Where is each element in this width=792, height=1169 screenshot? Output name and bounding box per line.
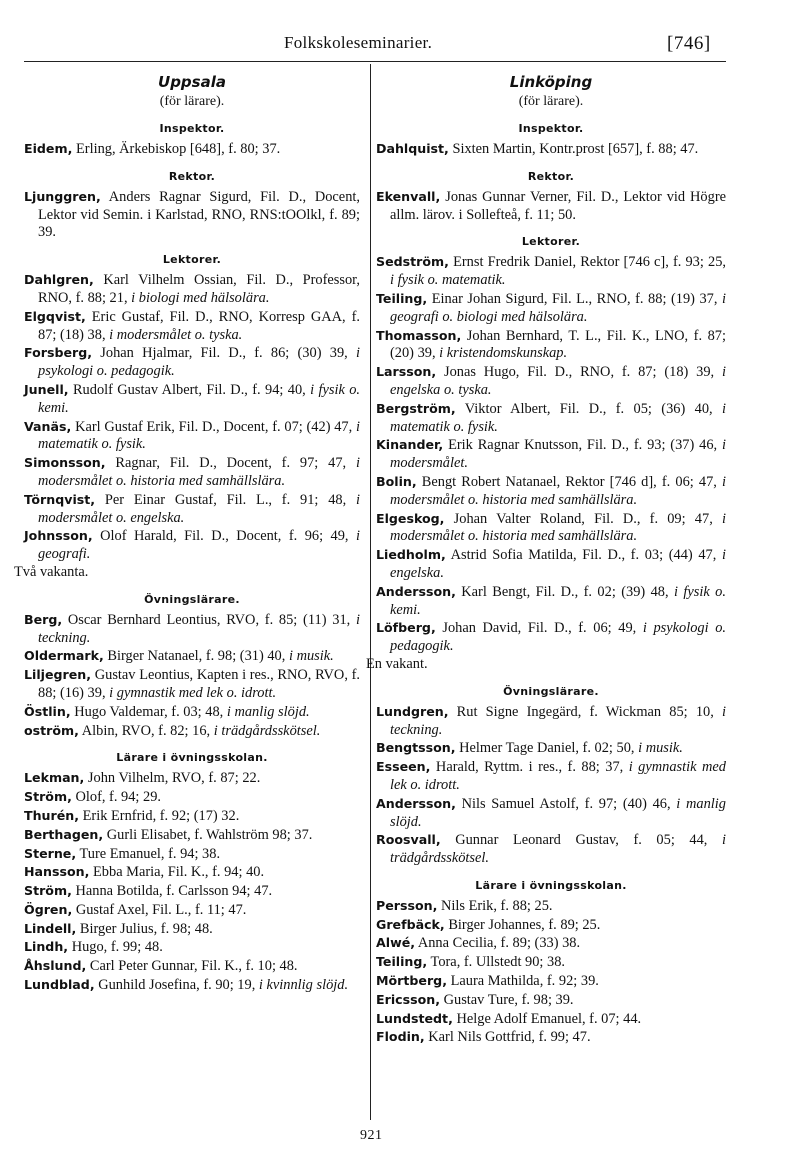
staff-name: Lundstedt, [376, 1010, 453, 1026]
page-number: 921 [360, 1128, 383, 1143]
staff-details: Erik Ernfrid, f. 92; (17) 32. [82, 807, 240, 824]
section-heading: Rektor. [527, 169, 575, 183]
staff-name: Lindell, [24, 920, 77, 936]
staff-entry [24, 882, 360, 901]
staff-entry [24, 901, 360, 920]
staff-details: Helge Adolf Emanuel, f. 07; 44. [456, 1010, 642, 1027]
section-heading: Lärare i övningsskolan. [475, 878, 627, 892]
staff-entry [24, 308, 360, 345]
staff-name: Sedström, [376, 254, 449, 270]
staff-entry [24, 271, 360, 308]
staff-details: Hugo, f. 99; 48. [71, 939, 163, 956]
city-subtitle: (för lärare). [518, 94, 584, 109]
staff-details: Johan David, Fil. D., f. 06; 49, [442, 620, 637, 637]
staff-name: Liedholm, [376, 547, 446, 563]
staff-name: oström, [24, 722, 79, 738]
section-heading: Övningslärare. [144, 592, 240, 606]
staff-entry [24, 344, 360, 381]
city-subtitle: (för lärare). [159, 94, 225, 109]
staff-name: Alwé, [376, 935, 416, 951]
staff-name: Ögren, [24, 901, 73, 917]
staff-name: Larsson, [376, 364, 437, 380]
staff-entry [376, 327, 726, 364]
staff-entry [24, 611, 360, 648]
staff-entry [24, 920, 360, 939]
staff-name: Mörtberg, [376, 973, 447, 989]
staff-entry [376, 140, 726, 159]
staff-entry [376, 583, 726, 620]
staff-details: Astrid Sofia Matilda, Fil. D., f. 03; (44) 47, [450, 547, 717, 564]
staff-details: Erling, Ärkebiskop [648], f. 80; 37. [76, 141, 281, 157]
staff-name: Ljunggren, [24, 188, 101, 204]
staff-entry [376, 253, 726, 290]
staff-name: Åhslund, [24, 958, 87, 974]
staff-entry [24, 703, 360, 722]
staff-name: Andersson, [376, 795, 456, 811]
staff-details: Johan Hjalmar, Fil. D., f. 86; (30) 39, [100, 345, 348, 362]
staff-entry [376, 795, 726, 832]
staff-entry [376, 831, 726, 868]
staff-entry [376, 972, 726, 991]
staff-details: Laura Mathilda, f. 92; 39. [450, 973, 599, 990]
staff-details: Ragnar, Fil. D., Docent, f. 97; 47, [115, 455, 347, 472]
staff-name: Bergström, [376, 400, 456, 416]
staff-details: Einar Johan Sigurd, Fil. L., RNO, f. 88; (19) 37, [431, 290, 718, 307]
staff-name: Thomasson, [376, 327, 462, 343]
staff-name: Esseen, [376, 759, 431, 775]
staff-name: Dahlquist, [376, 141, 449, 156]
staff-details: Gunhild Josefina, f. 90; 19, [98, 977, 256, 994]
staff-name: Eidem, [24, 141, 73, 156]
staff-name: Junell, [24, 381, 69, 397]
staff-entry [376, 1028, 726, 1047]
staff-details: Birger Natanael, f. 98; (31) 40, [107, 648, 286, 665]
staff-details: Albin, RVO, f. 82; 16, [81, 722, 211, 739]
staff-name: Ström, [24, 789, 72, 805]
section-heading: Lärare i övningsskolan. [116, 751, 268, 765]
teaching-subject: i manlig slöjd. [226, 703, 310, 720]
teaching-subject: i modersmålet. [390, 437, 726, 472]
staff-entry [376, 473, 726, 510]
staff-name: Vanäs, [24, 418, 72, 434]
staff-details: Bengt Robert Natanael, Rektor [746 d], f. 06; 47, [421, 473, 717, 490]
staff-details: Nils Erik, f. 88; 25. [441, 897, 553, 914]
teaching-subject: i trädgårdsskötsel. [213, 722, 321, 739]
staff-entry [24, 845, 360, 864]
section-heading: Övningslärare. [503, 684, 599, 698]
staff-details: Johan Bernhard, T. L., Fil. K., LNO, f. 87; (20) 39, [390, 327, 726, 362]
staff-entry [24, 957, 360, 976]
section-heading: Rektor. [168, 169, 216, 183]
staff-entry [24, 454, 360, 491]
staff-entry [24, 491, 360, 528]
page-reference: [746] [667, 33, 711, 54]
vacancy-note: En vakant. [366, 655, 428, 672]
staff-name: Teiling, [376, 954, 428, 970]
staff-details: Hanna Botilda, f. Carlsson 94; 47. [75, 883, 273, 900]
staff-details: Johan Valter Roland, Fil. D., f. 09; 47, [453, 510, 713, 527]
staff-details: Birger Johannes, f. 89; 25. [448, 916, 601, 933]
staff-entry [376, 188, 726, 225]
staff-name: Lundblad, [24, 977, 95, 993]
staff-name: Elgeskog, [376, 510, 445, 526]
teaching-subject: i gymnastik med lek o. idrott. [109, 684, 277, 701]
teaching-subject: i psykologi o. pedagogik. [390, 620, 726, 655]
staff-entry [376, 546, 726, 583]
staff-name: Grefbäck, [376, 916, 445, 932]
staff-details: Birger Julius, f. 98; 48. [79, 920, 213, 937]
staff-details: Gustav Ture, f. 98; 39. [443, 991, 574, 1008]
staff-details: Ernst Fredrik Daniel, Rektor [746 c], f. 93; 25, [453, 254, 726, 271]
staff-entry [24, 418, 360, 455]
staff-details: Tora, f. Ullstedt 90; 38. [430, 954, 566, 971]
section-heading: Inspektor. [159, 122, 225, 135]
staff-entry [24, 788, 360, 807]
staff-entry [376, 934, 726, 953]
staff-entry [376, 953, 726, 972]
staff-name: Bengtsson, [376, 740, 456, 756]
staff-name: Berthagen, [24, 826, 104, 842]
teaching-subject: i musik. [638, 740, 683, 757]
teaching-subject: i teckning. [38, 611, 360, 646]
staff-name: Andersson, [376, 583, 456, 599]
staff-entry [24, 188, 360, 242]
vacancy-note: Två vakanta. [14, 563, 89, 580]
staff-details: Anders Ragnar Sigurd, Fil. D., Docent, Lektor vid Semin. i Karlstad, RNO, RNS:tOOlkl, f. 89; 39. [38, 188, 360, 241]
staff-name: Persson, [376, 897, 438, 913]
staff-name: Ström, [24, 883, 72, 899]
staff-name: Sterne, [24, 845, 77, 861]
teaching-subject: i modersmålet o. historia med samhällslära. [38, 455, 360, 489]
staff-details: Karl Bengt, Fil. D., f. 02; (39) 48, [461, 583, 669, 600]
staff-entry [24, 722, 360, 741]
staff-entry [24, 381, 360, 418]
staff-details: Jonas Hugo, Fil. D., RNO, f. 87; (18) 39, [443, 364, 715, 381]
staff-details: John Vilhelm, RVO, f. 87; 22. [87, 770, 261, 787]
teaching-subject: i modersmålet o. tyska. [109, 326, 243, 343]
teaching-subject: i manlig slöjd. [390, 795, 726, 830]
teaching-subject: i teckning. [390, 703, 726, 738]
staff-name: Lundgren, [376, 703, 449, 719]
staff-details: Viktor Albert, Fil. D., f. 05; (36) 40, [464, 400, 713, 417]
staff-details: Erik Ragnar Knutsson, Fil. D., f. 93; (37) 46, [448, 437, 718, 454]
teaching-subject: i fysik o. kemi. [38, 381, 361, 416]
section-heading: Inspektor. [518, 122, 584, 135]
staff-name: Bolin, [376, 473, 417, 489]
staff-entry [24, 647, 360, 666]
staff-name: Ericsson, [376, 991, 440, 1007]
staff-details: Olof Harald, Fil. D., Docent, f. 96; 49, [100, 528, 349, 545]
staff-entry [24, 769, 360, 788]
staff-name: Östlin, [24, 703, 71, 719]
staff-entry [376, 758, 726, 795]
staff-entry [24, 527, 360, 564]
right-column [366, 68, 727, 1047]
staff-details: Jonas Gunnar Verner, Fil. D., Lektor vid Högre allm. lärov. i Sollefteå, f. 11; 50. [390, 188, 726, 223]
staff-name: Roosvall, [376, 832, 441, 848]
staff-entry [24, 666, 360, 703]
staff-details: Sixten Martin, Kontr.prost [657], f. 88; 47. [452, 141, 699, 157]
teaching-subject: i biologi med hälsolära. [131, 289, 270, 306]
teaching-subject: i musik. [288, 648, 334, 665]
staff-entry [24, 863, 360, 882]
staff-details: Per Einar Gustaf, Fil. L., f. 91; 48, [104, 491, 347, 508]
staff-entry [376, 703, 726, 740]
teaching-subject: i geografi o. biologi med hälsolära. [390, 290, 726, 325]
city-heading: Uppsala [158, 73, 226, 91]
teaching-subject: i trädgårdsskötsel. [390, 832, 726, 867]
staff-details: Helmer Tage Daniel, f. 02; 50, [459, 740, 635, 757]
staff-name: Oldermark, [24, 648, 104, 664]
staff-name: Elgqvist, [24, 308, 86, 324]
teaching-subject: i matematik o. fysik. [390, 400, 727, 435]
teaching-subject: i kvinnlig slöjd. [258, 977, 349, 994]
city-heading: Linköping [509, 73, 593, 91]
staff-name: Liljegren, [24, 667, 92, 683]
staff-entry [376, 1010, 726, 1029]
teaching-subject: i gymnastik med lek o. idrott. [390, 759, 726, 793]
staff-details: Oscar Bernhard Leontius, RVO, f. 85; (11) 31, [67, 611, 351, 628]
teaching-subject: i fysik o. matematik. [390, 272, 506, 289]
section-heading: Lektorer. [162, 253, 222, 267]
running-head: Folkskoleseminarier. [284, 33, 433, 52]
staff-details: Karl Nils Gottfrid, f. 99; 47. [428, 1029, 591, 1046]
staff-entry [376, 991, 726, 1010]
staff-entry [376, 436, 726, 473]
left-column [14, 68, 361, 995]
staff-entry [376, 363, 726, 400]
staff-details: Eric Gustaf, Fil. D., RNO, Korresp GAA, f. 87; (18) 38, [38, 308, 360, 343]
staff-details: Karl Gustaf Erik, Fil. D., Docent, f. 07; (42) 47, [75, 418, 353, 435]
teaching-subject: i kristendomskunskap. [439, 345, 568, 362]
staff-name: Forsberg, [24, 345, 93, 361]
staff-name: Ekenvall, [376, 188, 441, 204]
staff-details: Ture Emanuel, f. 94; 38. [79, 845, 221, 862]
teaching-subject: i modersmålet o. historia med samhällslära. [390, 510, 726, 545]
staff-name: Kinander, [376, 437, 444, 453]
teaching-subject: i psykologi o. pedagogik. [38, 345, 360, 380]
staff-entry [24, 807, 360, 826]
teaching-subject: i matematik o. fysik. [38, 418, 360, 453]
teaching-subject: i engelska. [390, 547, 726, 581]
column-divider [370, 64, 371, 1120]
teaching-subject: i modersmålet o. engelska. [38, 491, 360, 526]
staff-details: Rudolf Gustav Albert, Fil. D., f. 94; 40, [72, 381, 306, 398]
staff-entry [376, 400, 726, 437]
teaching-subject: i geografi. [38, 528, 360, 563]
staff-details: Karl Vilhelm Ossian, Fil. D., Professor, RNO, f. 88; 21, [38, 272, 360, 306]
staff-name: Flodin, [376, 1029, 425, 1045]
staff-name: Lindh, [24, 939, 69, 955]
staff-details: Nils Samuel Astolf, f. 97; (40) 46, [461, 795, 671, 812]
staff-name: Hansson, [24, 864, 90, 880]
teaching-subject: i modersmålet o. historia med samhällslära. [390, 473, 726, 508]
staff-details: Ebba Maria, Fil. K., f. 94; 40. [93, 864, 265, 881]
staff-details: Gurli Elisabet, f. Wahlström 98; 37. [106, 826, 313, 843]
staff-details: Harald, Ryttm. i res., f. 88; 37, [435, 759, 624, 776]
staff-name: Berg, [24, 611, 63, 627]
staff-entry [376, 739, 726, 758]
staff-details: Gustaf Axel, Fil. L., f. 11; 47. [75, 901, 247, 918]
staff-entry [24, 826, 360, 845]
staff-details: Olof, f. 94; 29. [75, 789, 162, 806]
staff-details: Gunnar Leonard Gustav, f. 05; 44, [455, 832, 708, 849]
staff-name: Johnsson, [24, 528, 93, 544]
staff-name: Thurén, [24, 807, 80, 823]
staff-details: Hugo Valdemar, f. 03; 48, [74, 703, 224, 720]
staff-details: Carl Peter Gunnar, Fil. K., f. 10; 48. [89, 958, 298, 975]
teaching-subject: i fysik o. kemi. [390, 583, 726, 618]
header-rule [24, 61, 726, 62]
staff-name: Dahlgren, [24, 272, 94, 288]
staff-entry [376, 290, 726, 327]
staff-entry [376, 619, 726, 656]
staff-entry [376, 897, 726, 916]
staff-name: Simonsson, [24, 455, 106, 471]
staff-details: Anna Cecilia, f. 89; (33) 38. [417, 935, 581, 952]
staff-entry [376, 916, 726, 935]
teaching-subject: i engelska o. tyska. [390, 364, 726, 398]
staff-entry [24, 976, 360, 995]
staff-entry [24, 938, 360, 957]
staff-name: Törnqvist, [24, 491, 96, 507]
section-heading: Lektorer. [521, 235, 581, 249]
staff-name: Löfberg, [376, 620, 436, 636]
staff-entry [24, 140, 360, 159]
staff-name: Teiling, [376, 290, 428, 306]
staff-name: Lekman, [24, 770, 85, 786]
staff-entry [376, 510, 726, 547]
staff-details: Gustav Leontius, Kapten i res., RNO, RVO, f. 88; (16) 39, [38, 667, 360, 701]
staff-details: Rut Signe Ingegärd, f. Wickman 85; 10, [456, 703, 714, 720]
